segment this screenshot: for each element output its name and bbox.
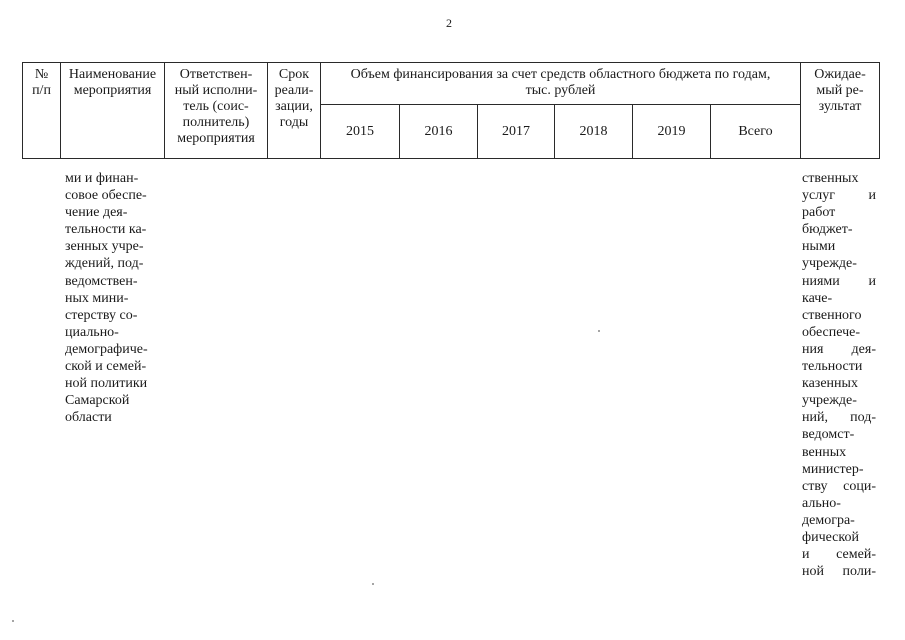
activity-name-text: ми и финан- совое обеспе- чение дея- тельности ка- зенных учре- ждений, под- ведомствен- ных мини- стерству со- циально- демографиче- ской и семей- ной политики Самарской области	[65, 171, 148, 426]
scan-speck	[372, 583, 374, 585]
scan-speck	[12, 620, 14, 622]
expected-result-text: ственных услуг и работ бюджет- ными учрежде- ниями и каче- ственного обеспече- ния дея- тельности казенных учрежде- ний, под- ведомст- венных министер- ству соци- ально- демогра- фической и семей- ной поли-	[802, 171, 876, 580]
header-total: Всего	[711, 105, 801, 159]
header-name: Наименование мероприятия	[61, 63, 165, 159]
header-responsible: Ответствен- ный исполни- тель (соис- полнитель) мероприятия	[165, 63, 268, 159]
header-result: Ожидае- мый ре- зультат	[801, 63, 880, 159]
header-year-2016: 2016	[400, 105, 478, 159]
funding-table-header	[22, 62, 880, 159]
header-year-2015: 2015	[321, 105, 400, 159]
header-year-2019: 2019	[633, 105, 711, 159]
header-term: Срок реали- зации, годы	[268, 63, 321, 159]
header-funding: Объем финансирования за счет средств областного бюджета по годам, тыс. рублей	[321, 63, 801, 105]
header-year-2017: 2017	[478, 105, 555, 159]
header-year-2018: 2018	[555, 105, 633, 159]
scan-speck	[598, 330, 600, 332]
page-number: 2	[446, 16, 452, 30]
header-num: № п/п	[23, 63, 61, 159]
